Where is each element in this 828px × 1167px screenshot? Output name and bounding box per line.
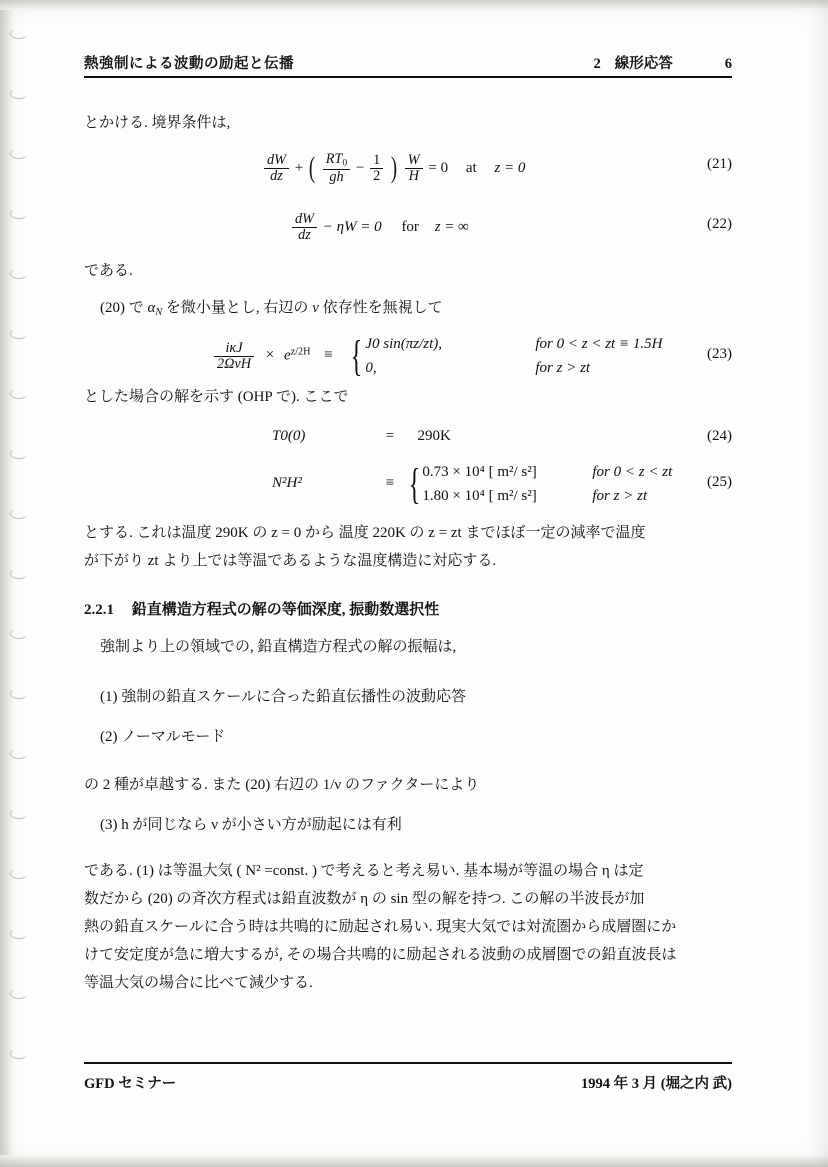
plus-sign: + [294, 159, 304, 176]
dW-dz-fraction-2 [292, 212, 317, 243]
page-number: 6 [724, 56, 732, 72]
dW-numerator: dW [267, 151, 286, 168]
equation-24-body [272, 428, 451, 445]
paragraph-3-a: (20) で [100, 300, 148, 316]
footer-left: GFD セミナー [84, 1076, 177, 1092]
binding-hole [10, 88, 28, 99]
paragraph-4: とした場合の解を示す (OHP で). ここで [84, 389, 349, 405]
equation-25-body [272, 460, 672, 508]
for-keyword: for [401, 218, 419, 235]
eq23-case-2 [365, 356, 662, 380]
eq22-condition: z = ∞ [434, 218, 469, 235]
equation-24-number: (24) [707, 428, 732, 444]
eq23-case-1-rhs: for 0 < z < zt ≡ 1.5H [535, 336, 663, 352]
paragraph-8-line-1: である. (1) は等温大気 ( N² =const. ) で考えると考え易い. 基本場が等温の場合 η は定 [84, 863, 644, 879]
subsection-number: 2.2.1 [84, 602, 114, 618]
eq25-case-1 [422, 460, 672, 484]
RT0-gh-fraction [323, 152, 350, 185]
paragraph-6: 強制より上の領域での, 鉛直構造方程式の解の振幅は, [100, 639, 457, 655]
paragraph-3-c: を微小量とし, 右辺の [162, 300, 313, 316]
H-denominator: H [405, 168, 423, 184]
binding-hole [10, 448, 28, 459]
equiv-sign: ≡ [324, 347, 333, 364]
list-item-3: (3) h が同じなら ν が小さい方が励起には有利 [100, 817, 402, 833]
right-paren: ) [390, 151, 398, 185]
eq21-condition: z = 0 [494, 159, 526, 176]
paragraph-8-line-3: 熱の鉛直スケールに合う時は共鳴的に励起され易い. 現実大気では対流圏から成層圏にか [84, 919, 677, 935]
eq23-case-2-lhs: 0, [365, 360, 377, 376]
one-half-fraction [370, 153, 383, 184]
binding-holes [8, 28, 30, 1128]
2OmeganuH-denominator: 2ΩνH [214, 356, 254, 372]
eq25-lhs: N²H² [272, 475, 302, 492]
eq25-case-2-lhs: 1.80 × 10⁴ [ m²/ s²] [422, 488, 537, 504]
binding-hole [10, 28, 28, 39]
equation-22-number: (22) [707, 216, 732, 232]
page-footer [84, 1072, 732, 1093]
eq23-case-rows [365, 332, 662, 380]
list-item-1: (1) 強制の鉛直スケールに合った鉛直伝播性の波動応答 [100, 689, 466, 705]
equation-25-number: (25) [707, 474, 732, 490]
running-head-section-name: 線形応答 [614, 56, 673, 72]
eq24-lhs: T0(0) [272, 428, 306, 444]
binding-hole [10, 508, 28, 519]
times-sign: × [265, 347, 275, 364]
W-numerator: W [407, 151, 420, 168]
nu-symbol: ν [312, 300, 319, 316]
left-brace: { [351, 331, 363, 380]
minus-sign: − [355, 159, 365, 176]
paragraph-7: の 2 種が卓越する. また (20) 右辺の 1/ν のファクターにより [84, 777, 480, 793]
subsection-heading [84, 598, 439, 619]
exponential-exponent: z/2H [290, 346, 311, 358]
paragraph-8-line-5: 等温大気の場合に比べて減少する. [84, 975, 313, 991]
eq23-case-2-rhs: for z > zt [535, 360, 591, 376]
eq25-cases [404, 460, 673, 508]
eq25-case-2 [422, 484, 672, 508]
footer-rule [84, 1062, 732, 1064]
two-denominator: 2 [370, 168, 383, 184]
paragraph-8-line-4: けて安定度が急に増大するが, その場合共鳴的に励起される波動の成層圏での鉛直波長は [84, 947, 677, 963]
eq25-case-2-rhs: for z > zt [592, 488, 648, 504]
eq24-rhs: 290K [417, 428, 451, 444]
binding-hole [10, 808, 28, 819]
binding-hole [10, 148, 28, 159]
paragraph-8-line-2: 数だから (20) の斉次方程式は鉛直波数が η の sin 型の解を持つ. この解の半波長が加 [84, 891, 645, 907]
binding-hole [10, 328, 28, 339]
binding-hole [10, 688, 28, 699]
equals-zero: = 0 [428, 159, 449, 176]
paragraph-3-e: 依存性を無視して [318, 300, 443, 316]
binding-hole [10, 928, 28, 939]
equation-21-number: (21) [707, 156, 732, 172]
binding-hole [10, 748, 28, 759]
equation-23-body [212, 332, 662, 380]
W-H-fraction [405, 153, 423, 184]
eq23-case-1-lhs: J0 sin(πz/zt), [365, 336, 443, 352]
alpha-symbol: α [147, 300, 156, 316]
binding-hole [10, 568, 28, 579]
dW-numerator-2: dW [295, 211, 314, 227]
dz-denominator-2: dz [292, 227, 317, 243]
binding-hole [10, 988, 28, 999]
binding-hole [10, 628, 28, 639]
paragraph-1: とかける. 境界条件は, [84, 115, 231, 131]
exponential-term: e [284, 347, 291, 364]
dz-denominator: dz [264, 168, 289, 184]
eq25-case-1-rhs: for 0 < z < zt [592, 464, 673, 480]
left-paren: ( [308, 151, 316, 185]
running-head [84, 52, 732, 73]
binding-hole [10, 868, 28, 879]
equation-21-body [262, 152, 525, 185]
subsection-title: 鉛直構造方程式の解の等価深度, 振動数選択性 [131, 602, 440, 618]
gh-denominator: gh [323, 169, 350, 185]
equation-22-body [290, 212, 469, 243]
binding-hole [10, 388, 28, 399]
page-content [72, 0, 732, 1167]
alpha-subscript: N [155, 306, 163, 318]
footer-right: 1994 年 3 月 (堀之内 武) [580, 1076, 732, 1092]
eq24-relation: = [385, 428, 395, 444]
ikappaJ-fraction [214, 341, 254, 372]
eq25-relation: ≡ [385, 475, 395, 492]
header-rule [84, 76, 732, 78]
left-brace-2: { [408, 459, 420, 508]
list-item-2: (2) ノーマルモード [100, 729, 226, 745]
eq23-cases [346, 332, 662, 380]
paragraph-5-line-2: が下がり zt より上では等温であるような温度構造に対応する. [84, 553, 497, 569]
one-numerator: 1 [373, 151, 381, 168]
eq23-case-1 [365, 332, 662, 356]
binding-hole [10, 1048, 28, 1059]
paragraph-2: である. [84, 263, 133, 279]
running-head-title: 熱強制による波動の励起と伝播 [84, 56, 294, 72]
running-head-section-number: 2 [593, 56, 601, 72]
equation-23-number: (23) [707, 346, 732, 362]
minus-eta-W: − ηW = 0 [322, 218, 382, 235]
dW-dz-fraction [264, 153, 289, 184]
eq25-case-rows [422, 460, 672, 508]
RT0-numerator: $RT_0$ [325, 151, 348, 169]
paragraph-5-line-1: とする. これは温度 290K の z = 0 から 温度 220K の z = zt までほぼ一定の減率で温度 [84, 525, 646, 541]
at-keyword: at [465, 159, 477, 176]
paragraph-3 [100, 295, 720, 326]
ikappaJ-numerator: iκJ [225, 339, 243, 356]
binding-hole [10, 208, 28, 219]
eq25-case-1-lhs: 0.73 × 10⁴ [ m²/ s²] [422, 464, 537, 480]
binding-hole [10, 268, 28, 279]
